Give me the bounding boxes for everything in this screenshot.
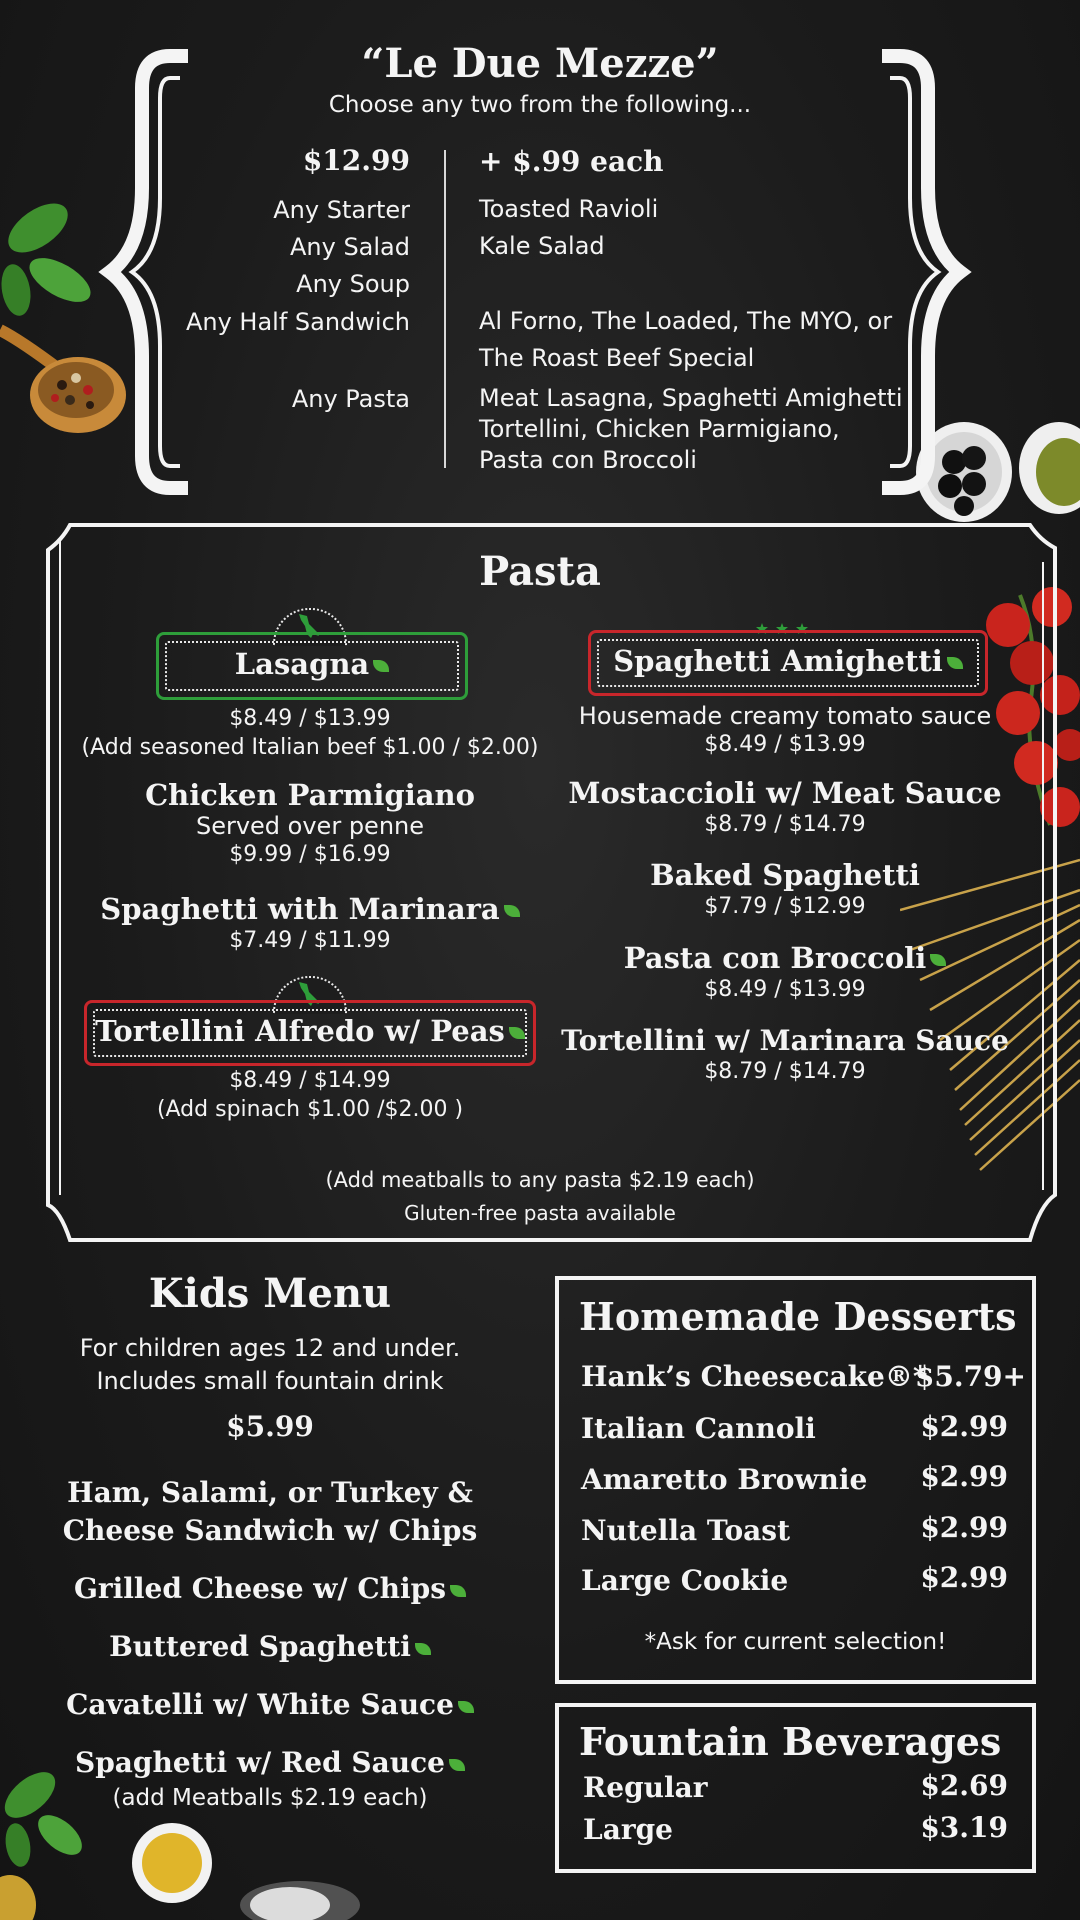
- dish-description: Housemade creamy tomato sauce: [578, 702, 992, 730]
- dish-price: $8.79 / $14.79: [704, 1059, 866, 1084]
- chicken-parmigiano-item: [70, 778, 550, 867]
- dish-description: Served over penne: [195, 812, 425, 840]
- mezze-left-item: Any Soup: [296, 270, 410, 298]
- kids-item: Spaghetti w/ Red Sauce: [74, 1746, 445, 1779]
- mezze-right-item: Kale Salad: [479, 232, 605, 260]
- mezze-right-item: Tortellini, Chicken Parmigiano,: [479, 415, 840, 443]
- dish-name: Pasta con Broccoli: [623, 941, 927, 975]
- dish-name: Tortellini w/ Marinara Sauce: [561, 1024, 1009, 1057]
- dish-price: $8.79 / $14.79: [704, 812, 866, 837]
- basil-leaf-icon: [449, 1759, 465, 1771]
- basil-leaf-icon: [947, 657, 963, 669]
- mezze-title: “Le Due Mezze”: [361, 40, 719, 87]
- dish-price: $7.79 / $12.99: [704, 894, 866, 919]
- dish-price: $8.49 / $13.99: [704, 977, 866, 1002]
- dessert-price: $2.99: [920, 1460, 1008, 1493]
- basil-leaf-icon: [930, 954, 946, 966]
- dish-name: Baked Spaghetti: [650, 858, 920, 892]
- dessert-name: Hank’s Cheesecake®*: [581, 1360, 928, 1393]
- beverages-title: Fountain Beverages: [579, 1719, 1002, 1764]
- kids-menu-title: Kids Menu: [148, 1270, 392, 1317]
- dessert-name: Italian Cannoli: [581, 1412, 816, 1445]
- kids-menu-line-1: For children ages 12 and under.: [79, 1334, 461, 1362]
- baked-spaghetti-item: [560, 858, 1010, 919]
- basil-leaf-icon: [450, 1585, 466, 1597]
- dish-price: $8.49 / $13.99: [704, 732, 866, 757]
- kids-item: Grilled Cheese w/ Chips: [73, 1572, 446, 1605]
- tortellini-alfredo-plate: [84, 1000, 536, 1066]
- mezze-left-item: Any Salad: [289, 233, 410, 261]
- beverage-price: $2.69: [920, 1769, 1008, 1802]
- mezze-subtitle: Choose any two from the following...: [328, 92, 752, 118]
- tortellini-marinara-item: [560, 1024, 1010, 1084]
- kids-menu-line-2: Includes small fountain drink: [96, 1367, 444, 1395]
- mezze-right-item: Pasta con Broccoli: [479, 446, 697, 474]
- basil-leaf-icon: [458, 1701, 474, 1713]
- dish-price: $8.49 / $14.99: [229, 1068, 391, 1093]
- basil-leaf-icon: [415, 1643, 431, 1655]
- lasagna-details: [70, 706, 550, 760]
- mostaccioli-item: [560, 776, 1010, 837]
- desserts-title: Homemade Desserts: [579, 1294, 1017, 1339]
- mezze-left-item: Any Half Sandwich: [185, 308, 410, 336]
- dessert-price: $5.79+: [914, 1360, 1026, 1393]
- mezze-left-item: Any Pasta: [291, 385, 410, 413]
- kids-item: Cavatelli w/ White Sauce: [66, 1688, 454, 1721]
- dish-name: Lasagna: [234, 647, 370, 681]
- dessert-name: Large Cookie: [581, 1564, 789, 1597]
- dessert-price: $2.99: [920, 1511, 1008, 1544]
- dish-note: (Add seasoned Italian beef $1.00 / $2.00): [81, 735, 539, 760]
- dessert-price: $2.99: [920, 1410, 1008, 1443]
- dessert-price: $2.99: [920, 1561, 1008, 1594]
- mezze-right-item: Meat Lasagna, Spaghetti Amighetti: [479, 384, 903, 412]
- dish-price: $9.99 / $16.99: [229, 842, 391, 867]
- basil-leaf-icon: [373, 660, 389, 672]
- dish-price: $8.49 / $13.99: [229, 706, 391, 731]
- mezze-right-item: The Roast Beef Special: [479, 344, 755, 372]
- mezze-right-item: Toasted Ravioli: [479, 195, 659, 223]
- mezze-right-item: Al Forno, The Loaded, The MYO, or: [479, 307, 893, 335]
- pasta-con-broccoli-item: [560, 941, 1010, 1002]
- beverage-price: $3.19: [920, 1811, 1008, 1844]
- lasagna-plate: [156, 632, 468, 700]
- dish-note: (Add spinach $1.00 /$2.00 ): [156, 1097, 464, 1122]
- kids-item: Buttered Spaghetti: [109, 1630, 411, 1663]
- mezze-left-item: Any Starter: [273, 196, 410, 224]
- dish-name: Spaghetti with Marinara: [100, 892, 500, 926]
- spaghetti-amighetti-plate: [588, 630, 988, 696]
- kids-item: Cheese Sandwich w/ Chips: [62, 1514, 478, 1547]
- beverage-name: Large: [583, 1813, 673, 1846]
- tortellini-alfredo-details: [70, 1068, 550, 1122]
- pasta-footer-gluten-free: Gluten-free pasta available: [404, 1201, 676, 1225]
- desserts-note: *Ask for current selection!: [644, 1629, 947, 1655]
- spaghetti-amighetti-details: [560, 702, 1010, 757]
- dish-price: $7.49 / $11.99: [229, 928, 391, 953]
- dish-name: Chicken Parmigiano: [145, 778, 475, 812]
- dessert-name: Nutella Toast: [581, 1514, 791, 1547]
- kids-item: Ham, Salami, or Turkey &: [67, 1476, 473, 1509]
- mezze-upcharge: + $.99 each: [479, 145, 664, 178]
- mezze-base-price: $12.99: [302, 144, 410, 177]
- basil-and-oil-decoration: [0, 1755, 380, 1920]
- beverages-box: [555, 1703, 1036, 1873]
- basil-leaf-icon: [504, 905, 520, 917]
- dish-name: Tortellini Alfredo w/ Peas: [95, 1014, 505, 1048]
- spaghetti-marinara-item: [70, 892, 550, 953]
- basil-leaf-icon: [509, 1027, 525, 1039]
- desserts-box: [555, 1276, 1036, 1684]
- dish-name: Mostaccioli w/ Meat Sauce: [568, 776, 1002, 810]
- pasta-title: Pasta: [479, 548, 601, 595]
- dessert-name: Amaretto Brownie: [581, 1463, 868, 1496]
- dish-name: Spaghetti Amighetti: [613, 644, 943, 678]
- beverage-name: Regular: [583, 1771, 708, 1804]
- kids-menu-note: (add Meatballs $2.19 each): [112, 1785, 428, 1811]
- kids-menu-price: $5.99: [226, 1410, 314, 1443]
- pasta-footer-meatballs: (Add meatballs to any pasta $2.19 each): [325, 1168, 755, 1192]
